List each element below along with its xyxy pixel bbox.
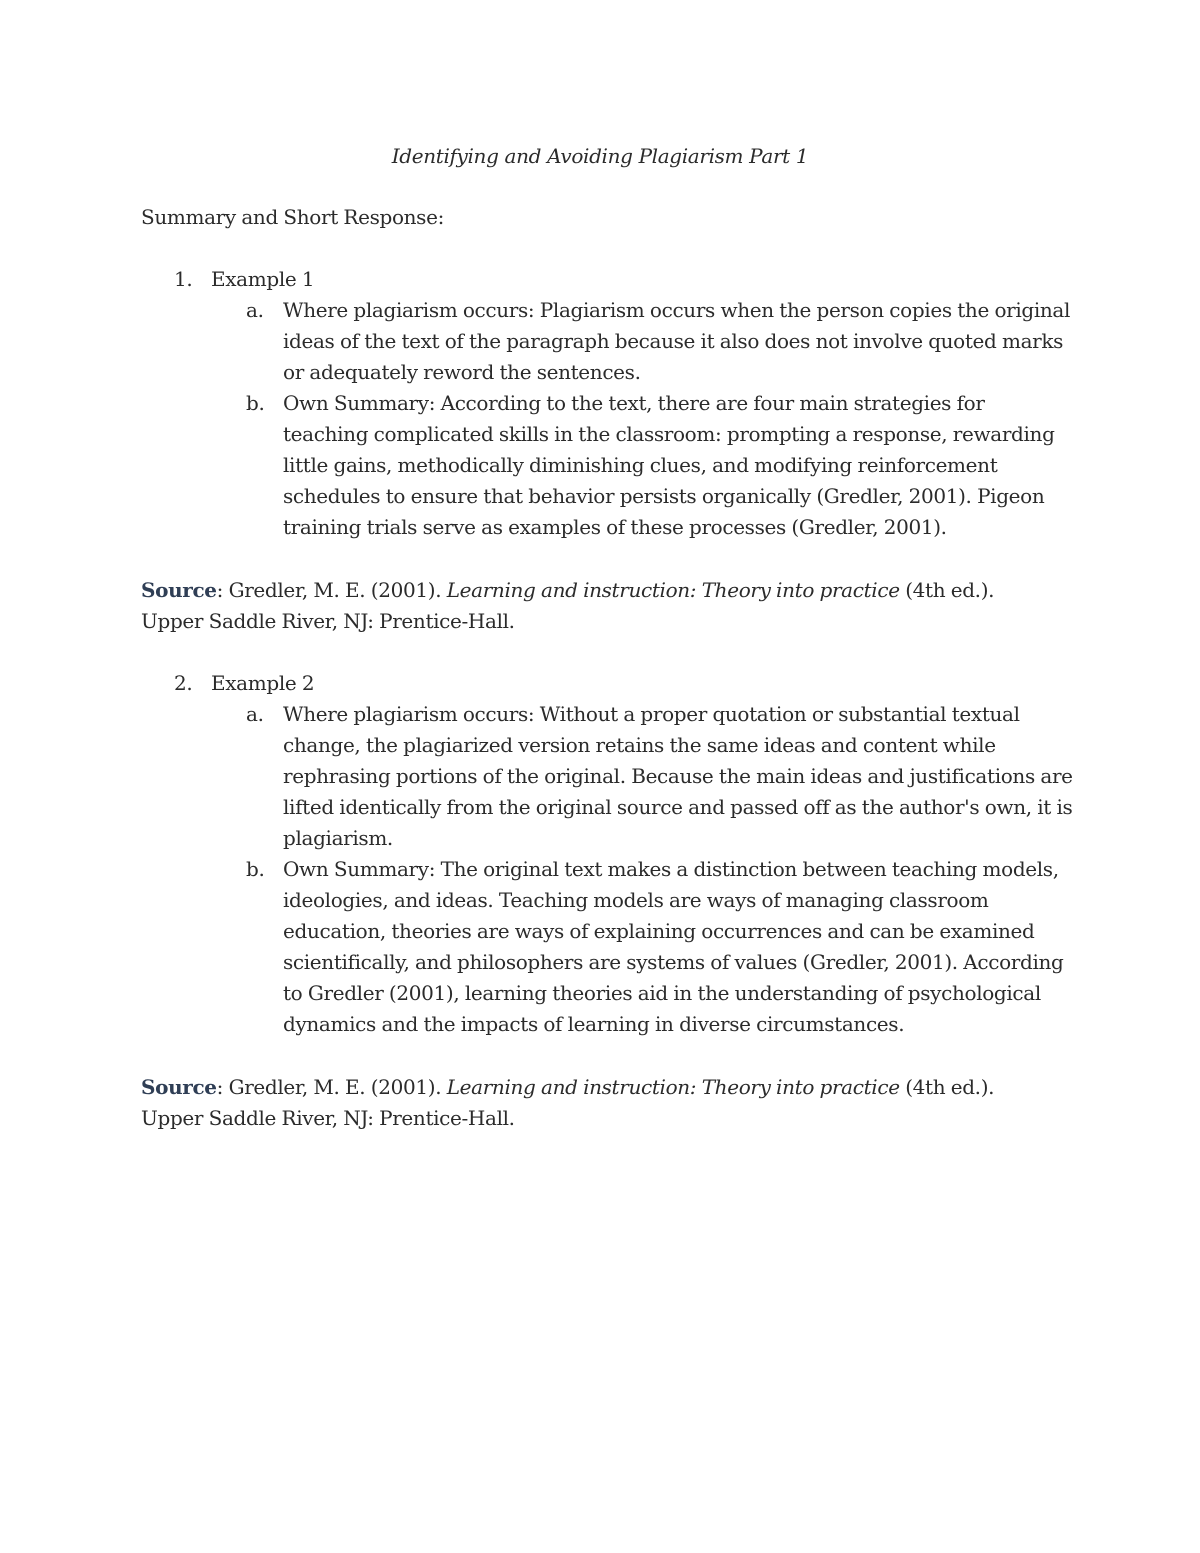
document-title: Identifying and Avoiding Plagiarism Part 1 bbox=[391, 144, 809, 168]
source-citation bbox=[141, 1072, 1061, 1134]
list-number: 2. bbox=[174, 671, 193, 695]
list-letter: a. bbox=[246, 702, 264, 726]
source-text-before: : Gredler, M. E. (2001). bbox=[216, 578, 447, 602]
plagiarism-explanation: Where plagiarism occurs: Plagiarism occurs when the person copies the original ideas of the text of the paragraph because it also does not involve quoted marks or adequately reword the sentences. bbox=[283, 298, 1071, 384]
example-heading-label: Example 2 bbox=[211, 671, 315, 695]
own-summary: Own Summary: The original text makes a distinction between teaching models, ideologies, and ideas. Teaching models are ways of managing classroom education, theories are ways of explaining occurrences and can be examined scientifically, and philosophers are systems of values (Gredler, 2001). According to Gredler (2001), learning theories aid in the understanding of psychological dynamics and the impacts of learning in diverse circumstances. bbox=[283, 857, 1064, 1036]
plagiarism-explanation: Where plagiarism occurs: Without a proper quotation or substantial textual change, the plagiarized version retains the same ideas and content while rephrasing portions of the original. Because the main ideas and justifications are lifted identically from the original source and passed off as the author's own, it is plagiarism. bbox=[283, 702, 1073, 850]
source-label: Source bbox=[141, 1075, 217, 1099]
example-heading bbox=[174, 668, 314, 699]
source-text-before: : Gredler, M. E. (2001). bbox=[216, 1075, 447, 1099]
list-number: 1. bbox=[174, 267, 193, 291]
source-text-after: (4th ed.). Upper Saddle River, NJ: Prentice-Hall. bbox=[141, 1075, 995, 1130]
example-heading-label: Example 1 bbox=[211, 267, 315, 291]
list-letter: b. bbox=[246, 857, 265, 881]
section-label: Summary and Short Response: bbox=[141, 205, 444, 229]
source-text-after: (4th ed.). Upper Saddle River, NJ: Prentice-Hall. bbox=[141, 578, 995, 633]
source-book-title: Learning and instruction: Theory into practice bbox=[446, 1075, 900, 1099]
list-letter: a. bbox=[246, 298, 264, 322]
example-heading bbox=[174, 264, 314, 295]
own-summary: Own Summary: According to the text, there are four main strategies for teaching complicated skills in the classroom: prompting a response, rewarding little gains, methodically diminishing clues, and modifying reinforcement schedules to ensure that behavior persists organically (Gredler, 2001). Pigeon training trials serve as examples of these processes (Gredler, 2001). bbox=[283, 391, 1055, 539]
source-label: Source bbox=[141, 578, 217, 602]
source-citation bbox=[141, 575, 1061, 637]
source-book-title: Learning and instruction: Theory into practice bbox=[446, 578, 900, 602]
list-letter: b. bbox=[246, 391, 265, 415]
